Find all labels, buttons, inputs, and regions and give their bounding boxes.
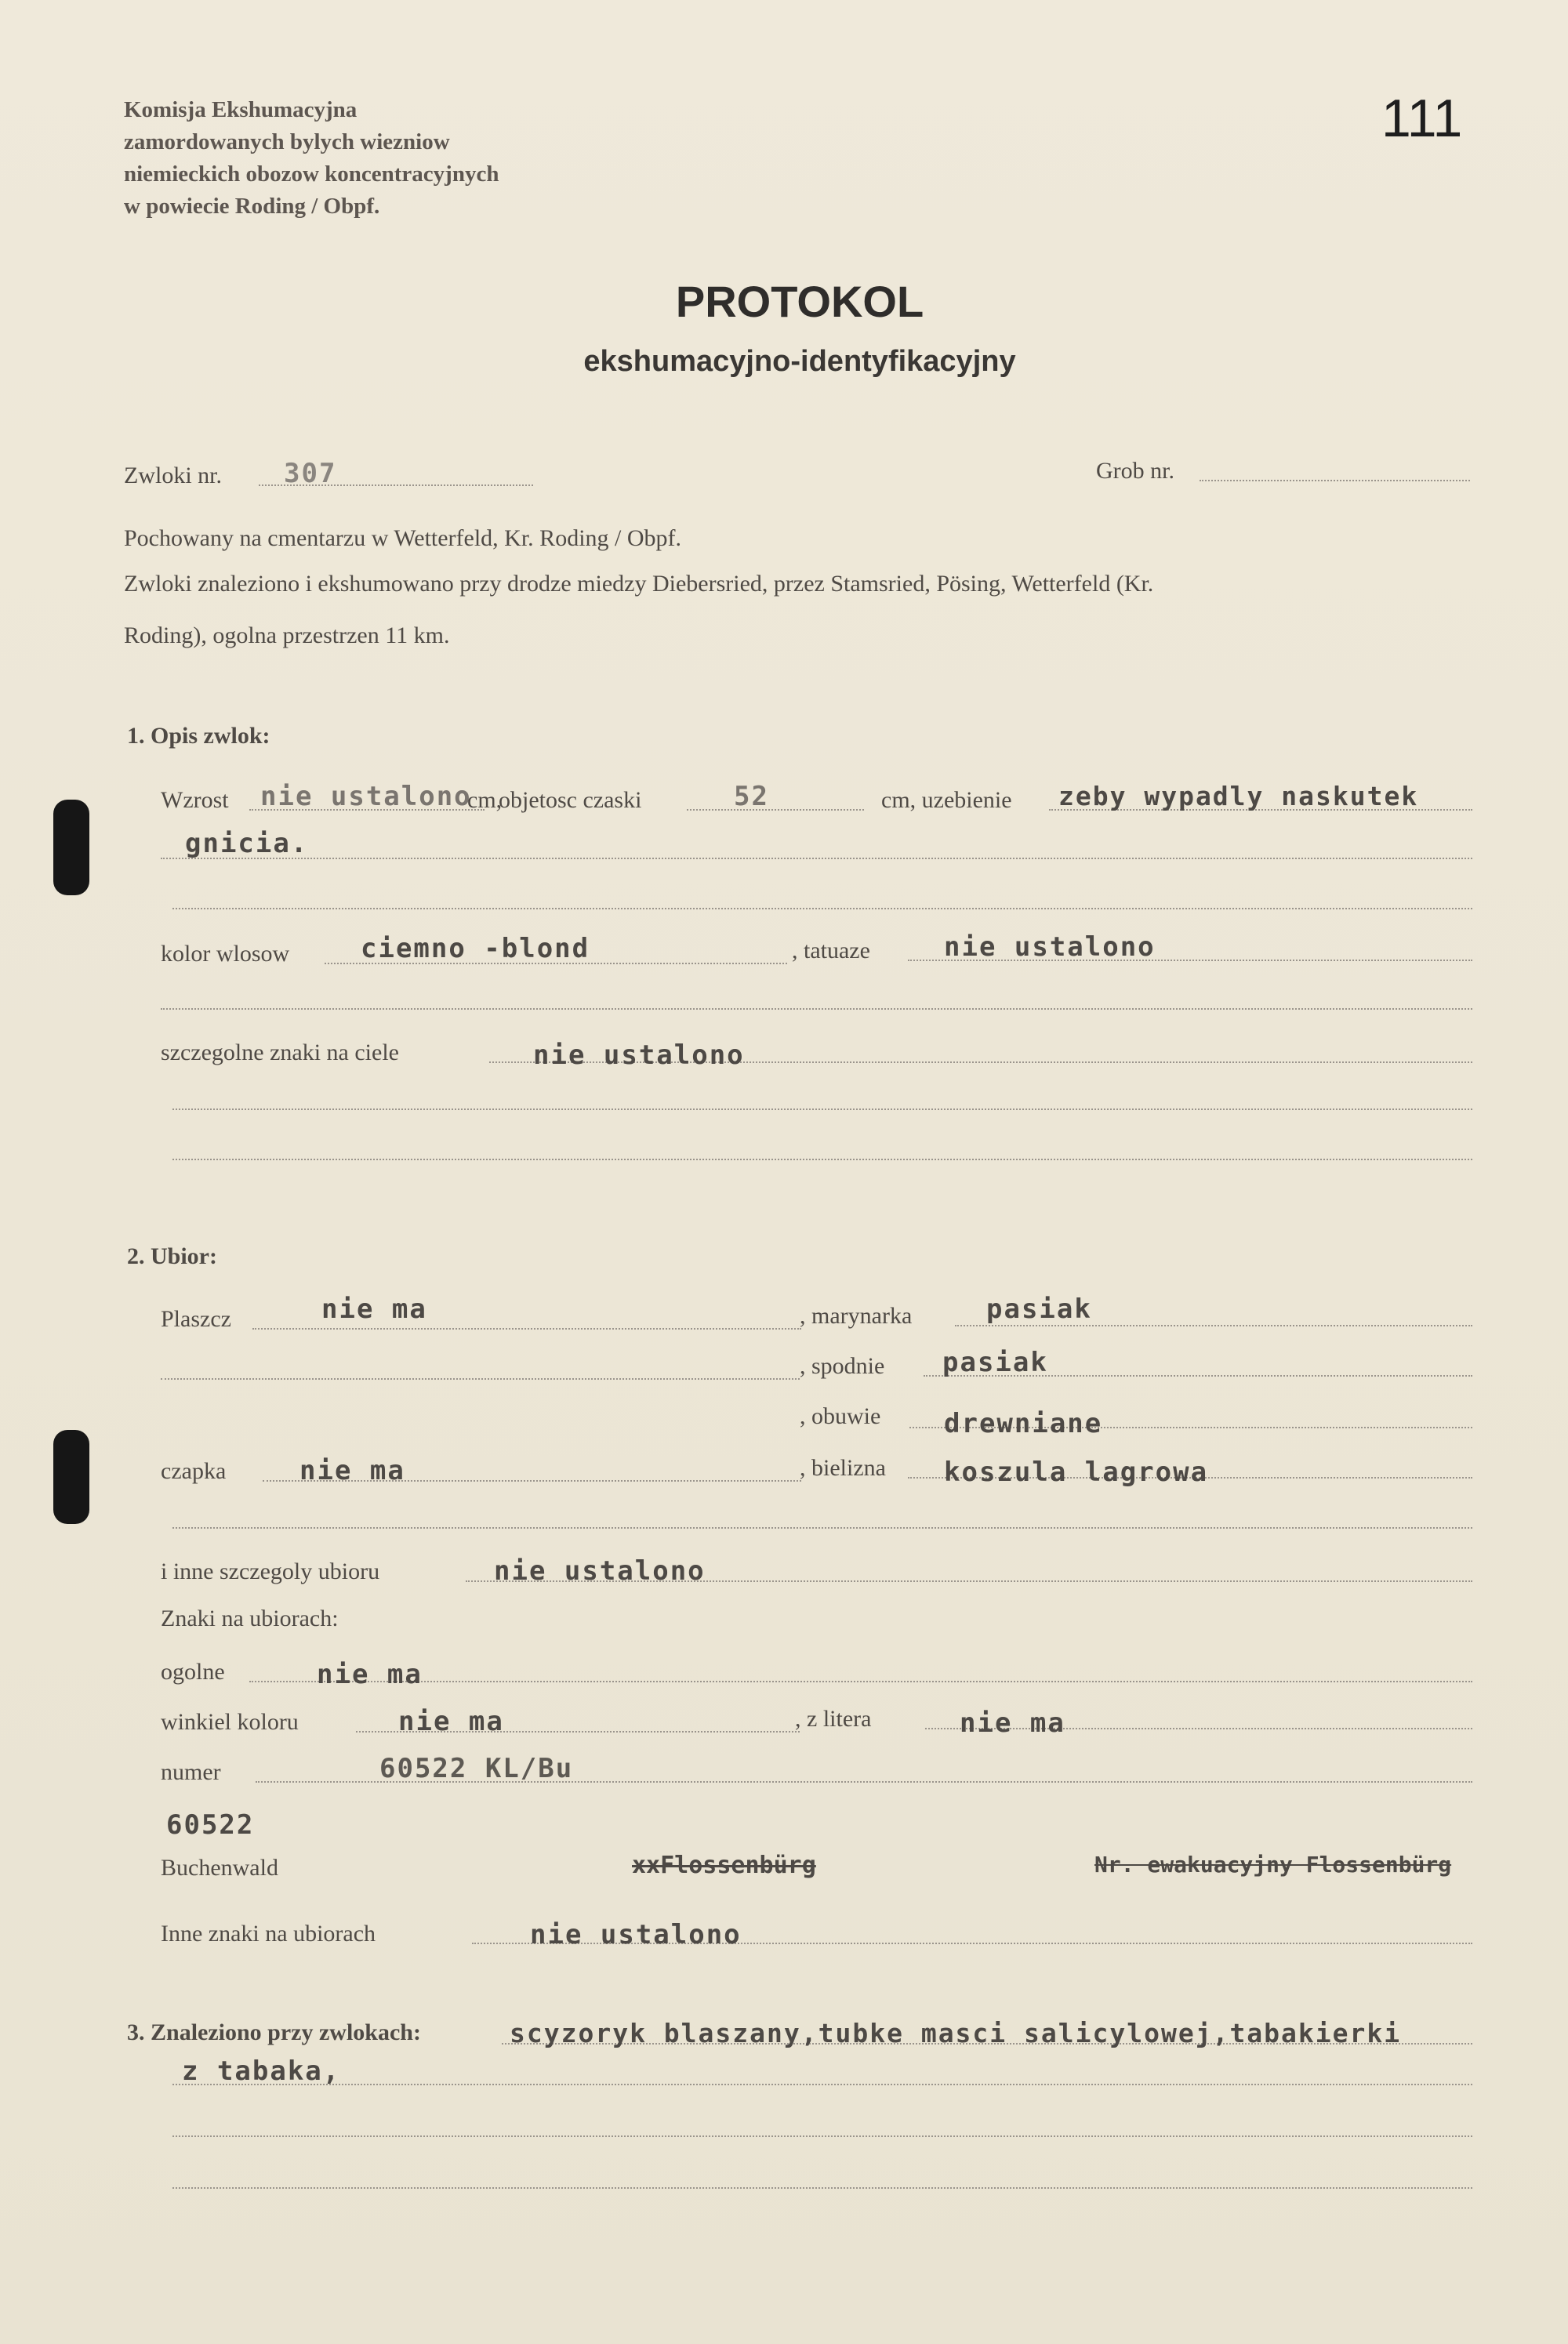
header-line-4: w powiecie Roding / Obpf. — [124, 194, 380, 219]
bielizna-label: , bielizna — [800, 1455, 886, 1481]
section-3-line-2 — [172, 2084, 1472, 2085]
inne-szczegoly-value: nie ustalono — [494, 1555, 706, 1587]
znaki-line-2 — [172, 1109, 1472, 1110]
ogolne-label: ogolne — [161, 1659, 225, 1685]
burial-text: Pochowany na cmentarzu w Wetterfeld, Kr. Roding / Obpf. — [124, 525, 682, 551]
winkiel-value: nie ma — [398, 1706, 504, 1737]
plaszcz-label: Plaszcz — [161, 1306, 231, 1332]
strike-flossenburg-1: xxFlossenbürg — [632, 1852, 816, 1879]
numer-value: 60522 KL/Bu — [379, 1753, 574, 1784]
znaki-value: nie ustalono — [533, 1040, 745, 1071]
zwloki-label: Zwloki nr. — [124, 463, 222, 488]
inne-znaki-value: nie ustalono — [530, 1919, 742, 1950]
numer-value-2: 60522 — [166, 1809, 255, 1841]
section-3-value-1: scyzoryk blaszany,tubke masci salicylowej,tabakierki — [510, 2018, 1402, 2048]
znaki-line-3 — [172, 1159, 1472, 1160]
kolor-line-2 — [161, 1008, 1472, 1010]
punch-hole-bottom — [53, 1430, 89, 1524]
objetosc-label: objetosc czaski — [499, 787, 642, 813]
uzebienie-value: zeby wypadly naskutek — [1058, 781, 1419, 811]
commission-header — [124, 94, 499, 223]
uzebienie-label: cm, uzebienie — [881, 787, 1012, 813]
header-line-3: niemieckich obozow koncentracyjnych — [124, 161, 499, 187]
kolor-value: ciemno -blond — [361, 933, 590, 964]
uzebienie-value-2: gnicia. — [185, 828, 309, 859]
bielizna-value: koszula lagrowa — [944, 1457, 1209, 1488]
header-line-1: Komisja Ekshumacyjna — [124, 97, 358, 122]
plaszcz-line — [252, 1328, 801, 1330]
kolor-label: kolor wlosow — [161, 941, 290, 967]
czapka-label: czapka — [161, 1458, 227, 1484]
plaszcz-value: nie ma — [321, 1294, 427, 1325]
section-3-value-2: z tabaka, — [182, 2056, 341, 2087]
tatuaze-label: , tatuaze — [792, 938, 870, 963]
found-text-2: Roding), ogolna przestrzen 11 km. — [124, 622, 450, 648]
found-text-1: Zwloki znaleziono i ekshumowano przy drodze miedzy Diebersried, przez Stamsried, Pösing, Wetterfeld (Kr. — [124, 571, 1154, 597]
znaki-ubior-label: Znaki na ubiorach: — [161, 1606, 339, 1631]
section-2-heading: 2. Ubior: — [127, 1243, 217, 1269]
zwloki-value: 307 — [284, 458, 337, 489]
document-title: PROTOKOL — [675, 277, 924, 326]
czapka-value: nie ma — [299, 1455, 405, 1486]
marynarka-value: pasiak — [986, 1294, 1092, 1325]
spodnie-label: , spodnie — [800, 1353, 885, 1379]
objetosc-line — [687, 809, 864, 811]
objetosc-value: 52 — [734, 781, 769, 812]
marynarka-label: , marynarka — [800, 1303, 913, 1329]
document-subtitle: ekshumacyjno-identyfikacyjny — [583, 345, 1016, 378]
inne-szczegoly-label: i inne szczegoly ubioru — [161, 1558, 380, 1584]
section-3-line-4 — [172, 2187, 1472, 2189]
czapka-line-2 — [172, 1527, 1472, 1529]
grob-line — [1200, 480, 1470, 481]
section-1-heading: 1. Opis zwlok: — [127, 723, 270, 749]
numer-label: numer — [161, 1759, 221, 1785]
wzrost-value: nie ustalono — [260, 781, 472, 812]
cm-label: cm, — [467, 787, 503, 813]
znaki-label: szczegolne znaki na ciele — [161, 1040, 399, 1065]
header-line-2: zamordowanych bylych wiezniow — [124, 129, 450, 154]
buchenwald-label: Buchenwald — [161, 1855, 278, 1881]
spodnie-value: pasiak — [942, 1347, 1048, 1378]
obuwie-value: drewniane — [944, 1408, 1103, 1439]
ogolne-line — [249, 1681, 1472, 1682]
grob-label: Grob nr. — [1096, 458, 1174, 484]
litera-value: nie ma — [960, 1707, 1065, 1739]
litera-label: , z litera — [795, 1706, 872, 1732]
opis-line-3 — [172, 908, 1472, 909]
opis-line-2 — [161, 858, 1472, 859]
page-number: 111 — [1381, 89, 1463, 148]
section-3-line-3 — [172, 2135, 1472, 2137]
tatuaze-value: nie ustalono — [944, 931, 1156, 963]
inne-znaki-label: Inne znaki na ubiorach — [161, 1921, 376, 1947]
section-3-heading: 3. Znaleziono przy zwlokach: — [127, 2019, 421, 2045]
strike-flossenburg-2: Nr. ewakuacyjny Flossenbürg — [1094, 1852, 1452, 1878]
ogolne-value: nie ma — [317, 1659, 423, 1690]
wzrost-label: Wzrost — [161, 787, 229, 813]
marynarka-line — [955, 1325, 1472, 1326]
plaszcz-line-2 — [161, 1378, 800, 1380]
winkiel-label: winkiel koloru — [161, 1709, 299, 1735]
punch-hole-top — [53, 800, 89, 895]
obuwie-label: , obuwie — [800, 1403, 881, 1429]
